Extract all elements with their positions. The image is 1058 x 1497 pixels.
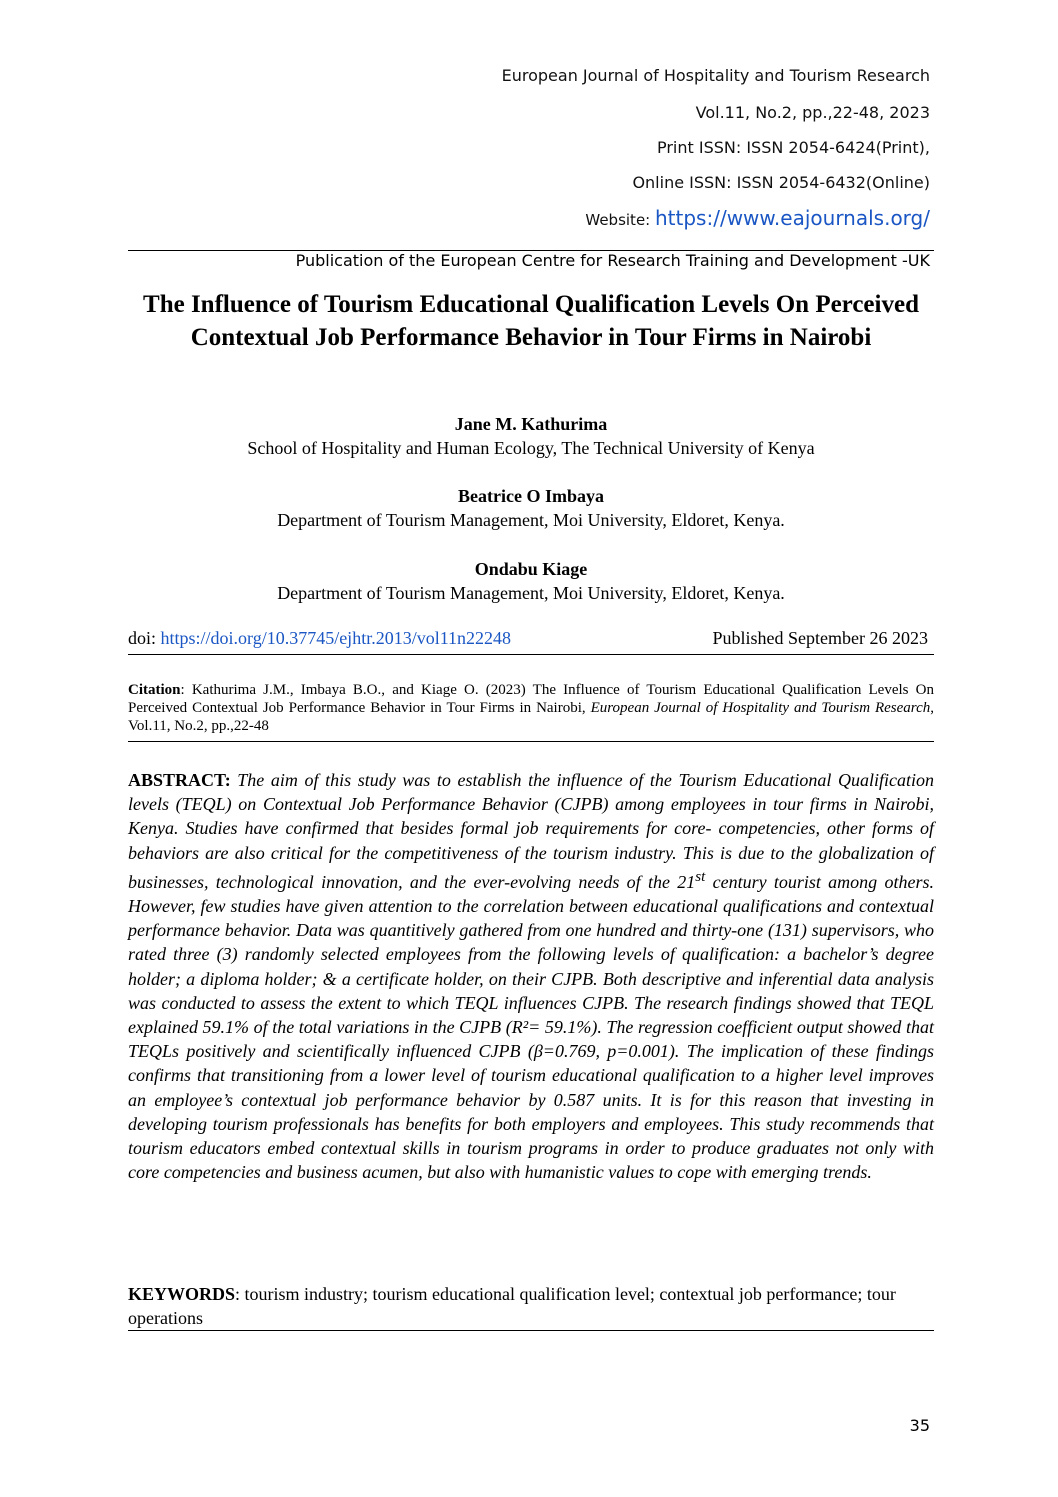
author-affiliation: Department of Tourism Management, Moi University, Eldoret, Kenya. [277, 510, 785, 530]
keywords-text: : tourism industry; tourism educational qualification level; contextual job performance; tour operations [128, 1284, 896, 1328]
author-affiliation: School of Hospitality and Human Ecology, The Technical University of Kenya [247, 438, 815, 458]
author-affiliation: Department of Tourism Management, Moi University, Eldoret, Kenya. [277, 583, 785, 603]
volume-info: Vol.11, No.2, pp.,22-48, 2023 [695, 103, 930, 122]
citation-label: Citation [128, 682, 181, 698]
author-name: Beatrice O Imbaya [458, 486, 604, 506]
citation-pages: , Vol.11, No.2, pp.,22-48 [128, 700, 934, 734]
author-block [128, 557, 934, 605]
abstract-label: ABSTRACT: [128, 770, 231, 790]
citation-divider [128, 741, 934, 742]
doi-divider [128, 654, 934, 655]
page-number: 35 [909, 1416, 930, 1435]
citation-block [128, 681, 934, 735]
print-issn: Print ISSN: ISSN 2054-6424(Print), [656, 138, 930, 157]
website-line [585, 206, 930, 230]
author-block [128, 412, 934, 460]
doi-label: doi: [128, 628, 161, 648]
website-label: Website: [585, 211, 655, 229]
author-block [128, 484, 934, 532]
author-name: Jane M. Kathurima [454, 414, 608, 434]
keywords-block [128, 1282, 934, 1330]
author-name: Ondabu Kiage [474, 559, 588, 579]
keywords-label: KEYWORDS [128, 1284, 236, 1304]
doi-link[interactable]: https://doi.org/10.37745/ejhtr.2013/vol11n22248 [160, 628, 512, 648]
online-issn: Online ISSN: ISSN 2054-6432(Online) [632, 173, 930, 192]
citation-journal: European Journal of Hospitality and Tourism Research [590, 700, 931, 716]
paper-title: The Influence of Tourism Educational Qualification Levels On Perceived Contextual Job Performance Behavior in Tour Firms in Nairobi [143, 291, 919, 351]
abstract-text-continued: century tourist among others. However, few studies have given attention to the correlation between educational qualifications and contextual performance behavior. Data was quantitively gathered from one hundred and thirty-one (131) supervisors, who rated three (3) randomly selected employees from the following levels of qualification: a bachelor’s degree holder; a diploma holder; & a certificate holder, on their CJPB. Both descriptive and inferential data analysis was conducted to assess the extent to which TEQL influences CJPB. The research findings showed that TEQL explained 59.1% of the total variations in the CJPB (R²= 59.1%). The regression coefficient output showed that TEQLs positively and scientifically influenced CJPB (β=0.769, p=0.001). The implication of these findings confirms that transitioning from a lower level of tourism educational qualification to a higher level improves an employee’s contextual job performance behavior by 0.587 units. It is for this reason that investing in developing tourism professionals has benefits for both employers and employees. This study recommends that tourism educators embed contextual skills in tourism programs in order to produce graduates not only with core competencies and business acumen, but also with humanistic values to cope with emerging trends. [128, 871, 934, 1183]
keywords-divider [128, 1330, 934, 1331]
abstract-block [128, 768, 934, 1184]
published-date: Published September 26 2023 [712, 628, 928, 648]
website-link[interactable]: https://www.eajournals.org/ [655, 206, 930, 230]
abstract-superscript: st [695, 868, 706, 885]
doi-row [128, 628, 928, 649]
publisher-line: Publication of the European Centre for Research Training and Development -UK [295, 251, 930, 270]
citation-text: : Kathurima J.M., Imbaya B.O., and Kiage O. (2023) The Influence of Tourism Educational Qualification Levels On Perceived Contextual Job Performance Behavior in Tour Firms in Nairobi, [128, 682, 934, 716]
journal-name: European Journal of Hospitality and Tourism Research [501, 66, 930, 85]
abstract-text: The aim of this study was to establish the influence of the Tourism Educational Qualification levels (TEQL) on Contextual Job Performance Behavior (CJPB) among employees in tour firms in Nairobi, Kenya. Studies have confirmed that besides formal job requirements for core- competencies, other forms of behaviors are also critical for the competitiveness of the tourism industry. This is due to the globalization of businesses, technological innovation, and the ever-evolving needs of the 21 [128, 770, 934, 892]
